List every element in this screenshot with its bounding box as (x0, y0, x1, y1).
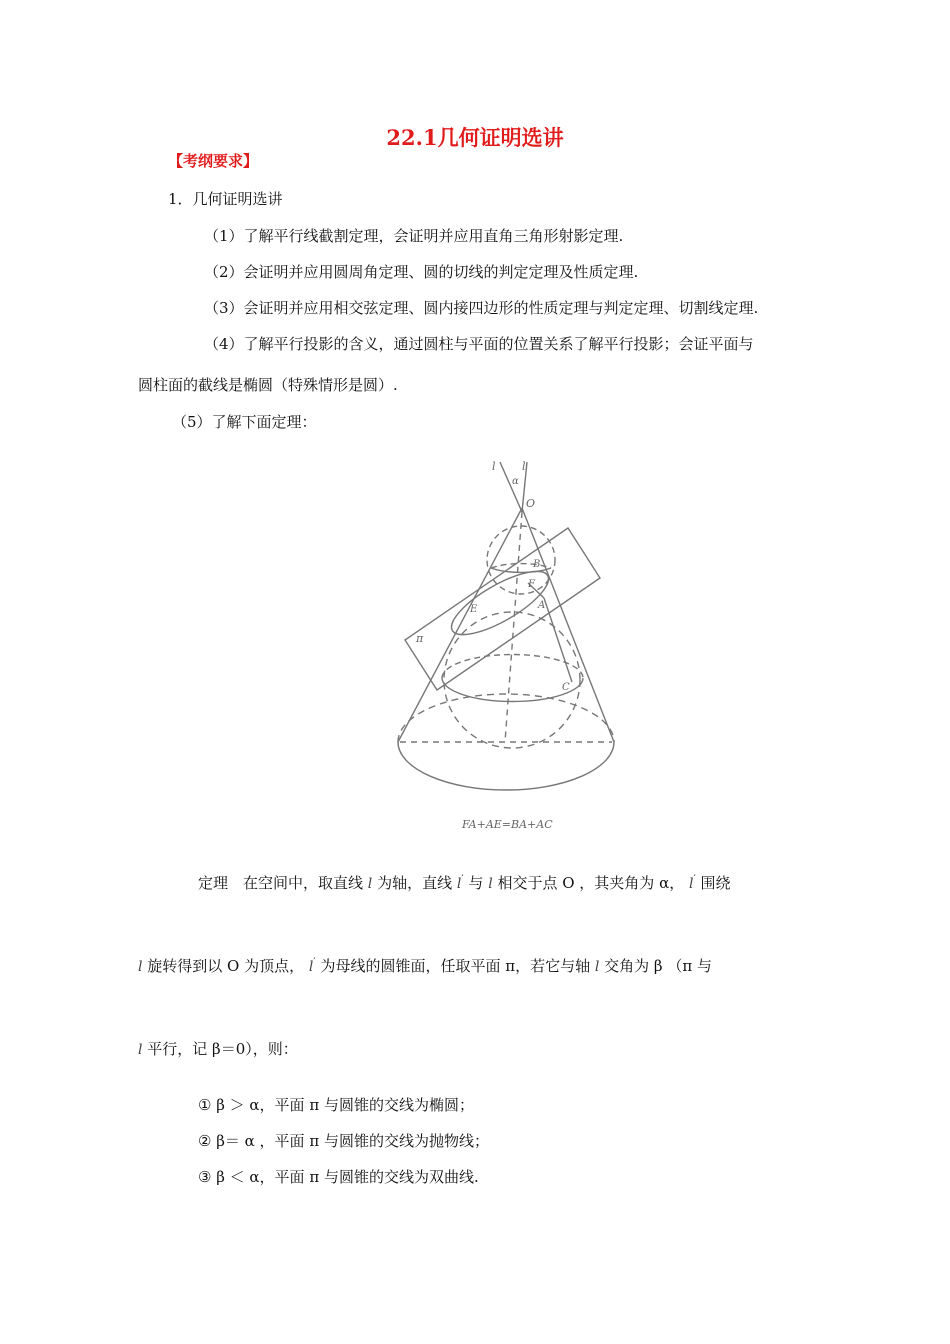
section-label: 【考纲要求】 (168, 152, 259, 170)
cone-figure (380, 455, 620, 835)
case-1: ① β ＞ α，平面 π 与圆锥的交线为椭圆； (198, 1096, 474, 1114)
cone-side-right (522, 508, 614, 742)
symbol-l-prime: l (456, 876, 462, 892)
label-B: B (533, 559, 541, 570)
case-3: ③ β ＜ α，平面 π 与圆锥的交线为双曲线. (198, 1168, 479, 1186)
item-5: （5）了解下面定理： (172, 413, 317, 431)
symbol-l: l (488, 876, 493, 892)
lower-circle-back (442, 655, 583, 679)
label-l: l (492, 460, 496, 473)
case-2: ② β＝ α ，平面 π 与圆锥的交线为抛物线； (198, 1132, 489, 1150)
heading: 1．几何证明选讲 (168, 190, 283, 208)
item-4-cont: 圆柱面的截线是椭圆（特殊情形是圆）. (138, 376, 398, 394)
label-pi: π (416, 632, 424, 645)
label-O: O (526, 497, 536, 510)
item-3: （3）会证明并应用相交弦定理、圆内接四边形的性质定理与判定定理、切割线定理. (204, 299, 759, 317)
base-front (398, 742, 614, 790)
axis-line-l (500, 462, 522, 512)
item-1: （1）了解平行线截割定理，会证明并应用直角三角形射影定理. (204, 227, 624, 245)
cone-side-left (398, 508, 522, 742)
label-alpha: α (512, 476, 519, 487)
label-l-prime: l (522, 460, 526, 473)
symbol-l: l (594, 959, 600, 975)
symbol-l: l (138, 959, 143, 975)
symbol-l-prime: l (688, 876, 694, 892)
axis-dashed (505, 512, 522, 742)
upper-circle-back (491, 564, 551, 568)
page-title: 22.1几何证明选讲 (386, 125, 564, 150)
label-F: F (528, 579, 535, 590)
symbol-l-prime: l (308, 959, 314, 975)
theorem-line-1: 定理 在空间中，取直线 l 为轴，直线 l′ 与 l 相交于点 O ，其夹角为 α， l′ 围绕 (198, 874, 731, 892)
symbol-l: l (367, 876, 373, 892)
item-4: （4）了解平行投影的含义，通过圆柱与平面的位置关系了解平行投影；会证平面与 (204, 335, 754, 353)
theorem-line-3: l 平行，记 β＝0），则： (138, 1040, 298, 1058)
item-2: （2）会证明并应用圆周角定理、圆的切线的判定定理及性质定理. (204, 263, 639, 281)
label-A: A (538, 600, 546, 611)
label-E: E (470, 604, 478, 615)
symbol-l: l (138, 1042, 143, 1058)
label-C: C (562, 682, 570, 693)
theorem-line-2: l 旋转得到以 O 为顶点， l′ 为母线的圆锥面，任取平面 π，若它与轴 l 交角为 β （π 与 (138, 957, 712, 975)
plane-pi (405, 528, 600, 690)
figure-caption: FA+AE=BA+AC (462, 818, 553, 831)
large-sphere (444, 612, 580, 748)
